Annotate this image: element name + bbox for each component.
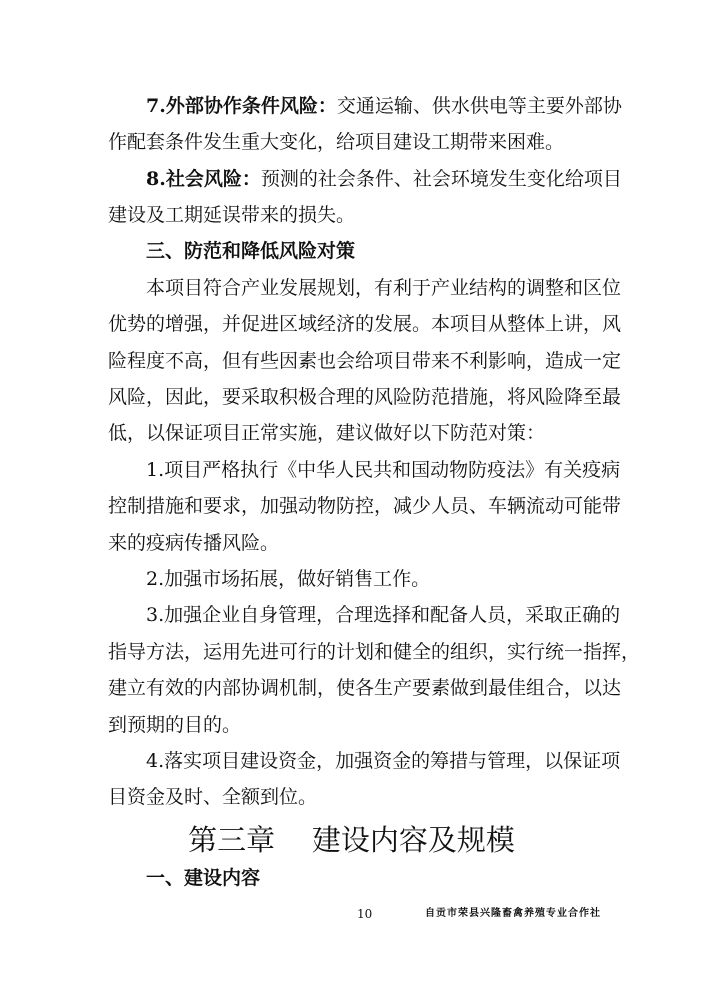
intro-line: 风险，因此，要采取积极合理的风险防范措施，将风险降至最 <box>108 386 622 408</box>
intro-line: 本项目符合产业发展规划，有利于产业结构的调整和区位 <box>146 277 622 299</box>
measure4-line: 4.落实项目建设资金，加强资金的筹措与管理，以保证项 <box>146 750 621 772</box>
page-number: 10 <box>357 907 373 921</box>
measure3-line: 3.加强企业自身管理，合理选择和配备人员，采取正确的 <box>146 604 621 626</box>
section-heading: 三、防范和降低风险对策 <box>146 240 356 262</box>
intro-line: 优势的增强，并促进区域经济的发展。本项目从整体上讲，风 <box>108 313 622 335</box>
risk8-line1 <box>146 167 622 191</box>
measure1-line: 控制措施和要求，加强动物防控，减少人员、车辆流动可能带 <box>108 495 622 517</box>
intro-line: 险程度不高，但有些因素也会给项目带来不利影响，造成一定 <box>108 350 622 372</box>
measure4-line: 目资金及时、全额到位。 <box>108 786 318 808</box>
intro-line: 低，以保证项目正常实施，建议做好以下防范对策： <box>108 422 546 444</box>
risk8-label: 8.社会风险： <box>146 168 261 190</box>
risk7-text: 交通运输、供水供电等主要外部协 <box>336 95 622 117</box>
measure3-line: 到预期的目的。 <box>108 714 242 736</box>
risk7-line2: 作配套条件发生重大变化，给项目建设工期带来困难。 <box>108 131 565 153</box>
measure1-line: 来的疫病传播风险。 <box>108 532 280 554</box>
subsection-heading: 一、建设内容 <box>146 867 261 889</box>
risk8-text: 预测的社会条件、社会环境发生变化给项目 <box>260 168 622 190</box>
risk8-line2: 建设及工期延误带来的损失。 <box>108 204 356 226</box>
chapter-title: 第三章 建设内容及规模 <box>188 823 515 857</box>
measure2-line: 2.加强市场拓展，做好销售工作。 <box>146 568 431 590</box>
measure1-line: 1.项目严格执行《中华人民共和国动物防疫法》有关疫病 <box>146 459 621 481</box>
measure3-line: 指导方法，运用先进可行的计划和健全的组织，实行统一指挥， <box>108 641 641 663</box>
risk7-line1 <box>146 94 622 118</box>
risk7-label: 7.外部协作条件风险： <box>146 95 337 117</box>
measure3-line: 建立有效的内部协调机制，使各生产要素做到最佳组合，以达 <box>108 677 622 699</box>
footer-organization: 自贡市荣县兴隆畜禽养殖专业合作社 <box>425 908 601 919</box>
